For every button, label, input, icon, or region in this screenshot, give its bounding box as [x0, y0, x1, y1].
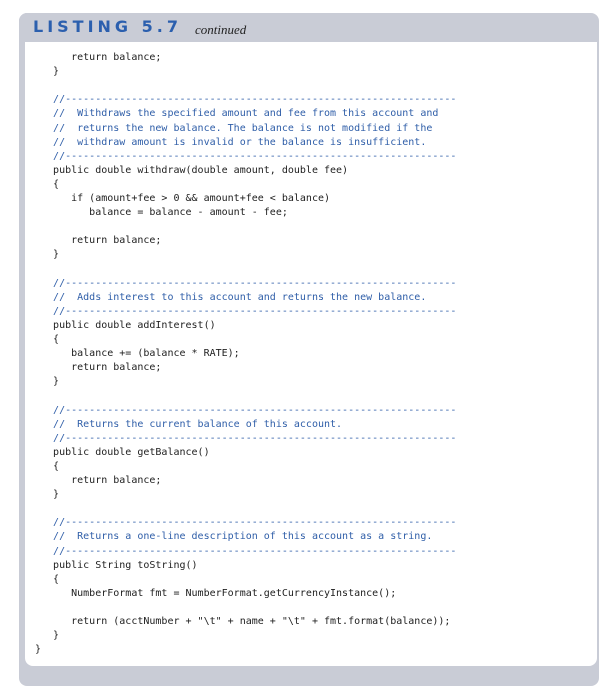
listing-title: LISTING 5.7 [33, 17, 182, 36]
code-panel [25, 42, 597, 666]
code-block [25, 42, 597, 666]
code-line: { [35, 334, 60, 345]
code-line: { [35, 460, 60, 472]
code-comment-line: //----------------------------------------------------------------- [35, 545, 457, 557]
code-line: } [35, 66, 60, 78]
code-line: return balance; [35, 362, 162, 374]
code-comment-line: // returns the new balance. The balance is not modified if the [35, 122, 433, 134]
code-line: return balance; [35, 475, 162, 486]
code-line: balance = balance - amount - fee; [35, 207, 288, 219]
code-comment-line: // Returns a one-line description of this account as a string. [35, 531, 433, 543]
listing-continued-label: continued [195, 22, 247, 37]
code-line: } [35, 630, 60, 642]
code-line: } [35, 376, 60, 388]
code-line: { [35, 178, 60, 190]
code-line: return balance; [35, 52, 162, 63]
code-comment-line: // Withdraws the specified amount and fee from this account and [35, 108, 439, 120]
code-line: } [35, 489, 60, 501]
code-comment-line: //----------------------------------------------------------------- [35, 150, 457, 162]
code-line: } [35, 644, 42, 656]
code-comment-line: //----------------------------------------------------------------- [35, 94, 457, 106]
code-comment-line: //----------------------------------------------------------------- [35, 432, 457, 444]
code-line: } [35, 249, 60, 261]
code-line: public double withdraw(double amount, double fee) [35, 164, 349, 176]
code-line: { [35, 573, 60, 585]
code-comment-line: //----------------------------------------------------------------- [35, 277, 457, 289]
code-comment-line: // Returns the current balance of this account. [35, 418, 343, 430]
code-comment-line: // Adds interest to this account and returns the new balance. [35, 291, 427, 303]
code-line: public double addInterest() [35, 319, 216, 331]
code-comment-line: // withdraw amount is invalid or the balance is insufficient. [35, 136, 427, 148]
code-line: public String toString() [35, 559, 198, 571]
code-line: NumberFormat fmt = NumberFormat.getCurrencyInstance(); [35, 587, 397, 599]
code-line: balance += (balance * RATE); [35, 348, 240, 360]
code-line: return (acctNumber + "\t" + name + "\t" + fmt.format(balance)); [35, 616, 451, 627]
code-comment-line: //----------------------------------------------------------------- [35, 305, 457, 317]
code-comment-line: //----------------------------------------------------------------- [35, 517, 457, 529]
code-line: if (amount+fee > 0 && amount+fee < balance) [35, 193, 331, 204]
code-line: public double getBalance() [35, 446, 210, 458]
code-line: return balance; [35, 235, 162, 247]
code-comment-line: //----------------------------------------------------------------- [35, 404, 457, 416]
